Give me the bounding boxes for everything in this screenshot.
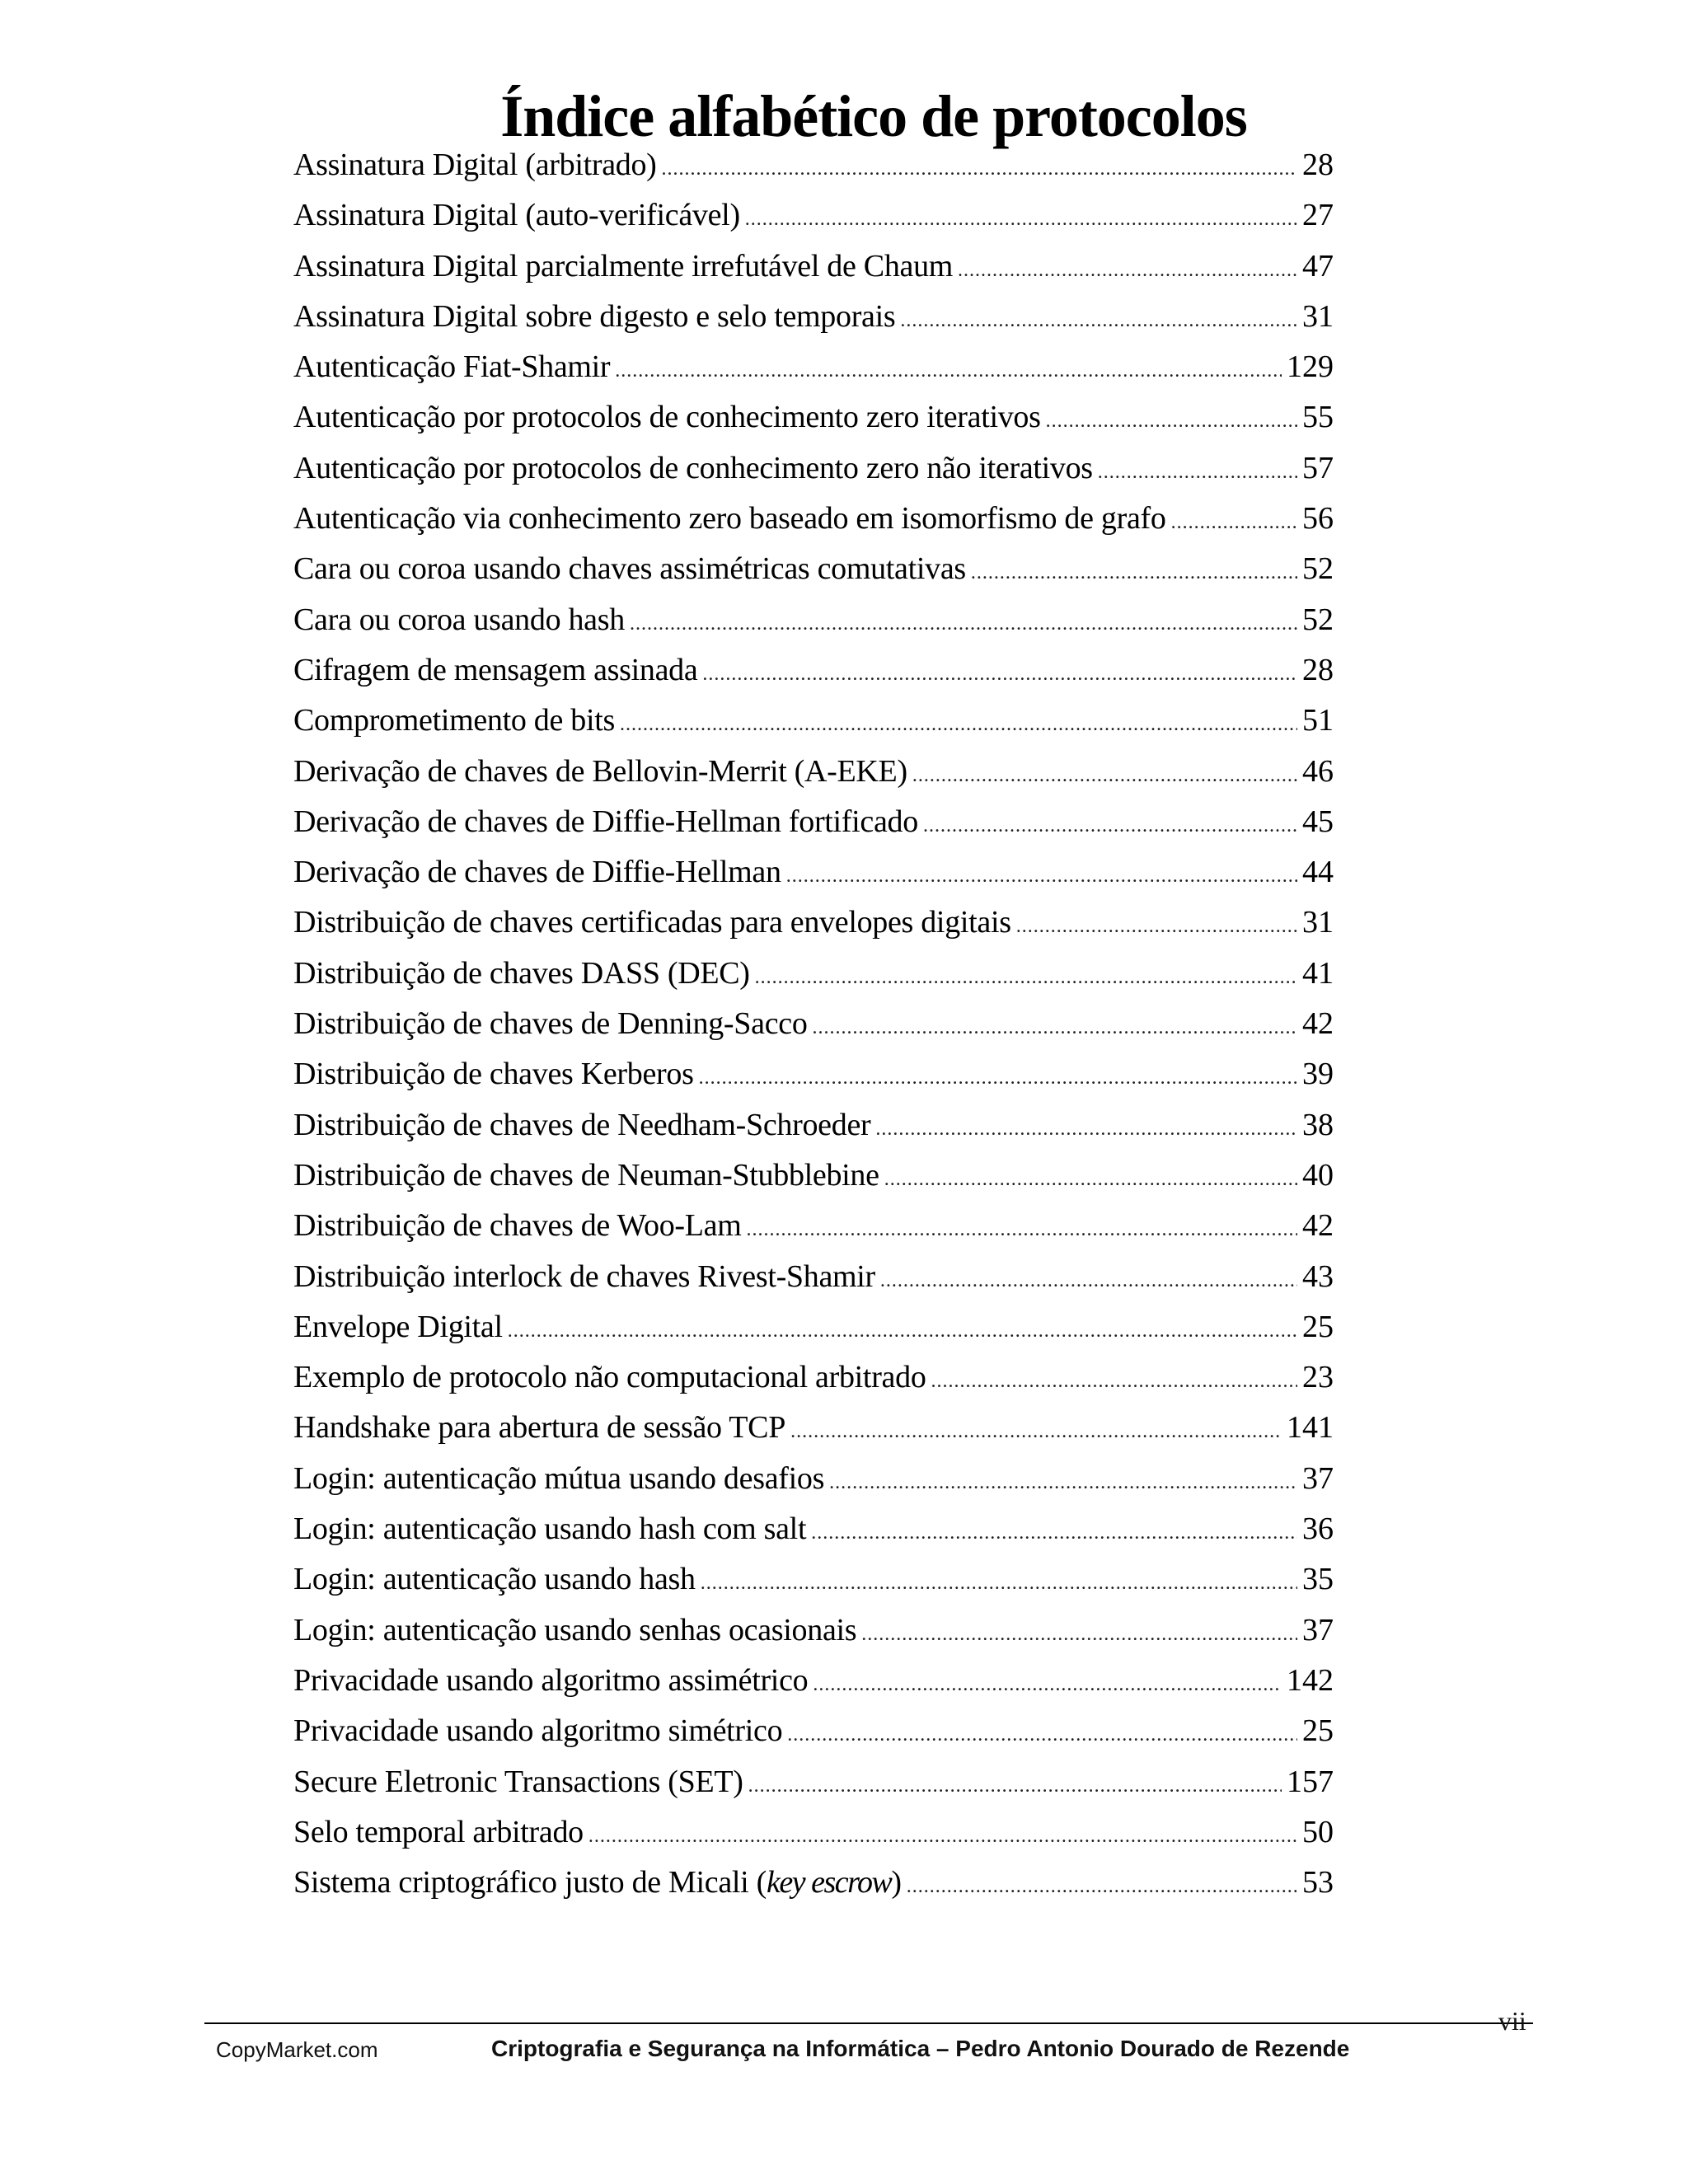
toc-entry [293, 292, 1334, 342]
dot-leader [971, 548, 1297, 598]
toc-entry-label: Distribuição de chaves Kerberos [293, 1057, 694, 1092]
toc-entry-label: Selo temporal arbitrado [293, 1814, 584, 1849]
dot-leader [813, 1003, 1297, 1053]
toc-entry [293, 1049, 1334, 1099]
toc-entry-page: 28 [1302, 148, 1334, 182]
toc-entry [293, 342, 1334, 392]
toc-entry-page: 56 [1302, 501, 1334, 537]
dot-leader [755, 953, 1297, 1003]
toc-entry-label: Derivação de chaves de Diffie-Hellman fortificado [293, 804, 918, 839]
toc-entry-label [293, 1858, 902, 1908]
toc-entry-label: Distribuição de chaves certificadas para envelopes digitais [293, 905, 1011, 940]
dot-leader [931, 1357, 1297, 1407]
toc-entry-page: 37 [1302, 1612, 1334, 1647]
toc-entry [293, 241, 1334, 292]
dot-leader [880, 1256, 1297, 1306]
toc-entry [293, 1201, 1334, 1251]
toc-entry-page: 45 [1302, 804, 1334, 839]
toc-entry-label: Envelope Digital [293, 1309, 503, 1344]
dot-leader [748, 1761, 1282, 1811]
toc-entry [293, 1100, 1334, 1151]
toc-entry-label: Autenticação via conhecimento zero baseado em isomorfismo de grafo [293, 501, 1166, 537]
toc-entry-label: Derivação de chaves de Bellovin-Merrit (A-EKE) [293, 753, 907, 789]
toc-entry [293, 847, 1334, 898]
toc-entry [293, 1858, 1334, 1908]
toc-entry [293, 1807, 1334, 1858]
toc-entry-label: Autenticação por protocolos de conhecimento zero não iterativos [293, 450, 1093, 485]
toc-entry [293, 1504, 1334, 1554]
toc-entry-label: Assinatura Digital parcialmente irrefutável de Chaum [293, 248, 954, 284]
toc-entry [293, 696, 1334, 746]
toc-entry-label-prefix: Sistema criptográfico justo de Micali ( [293, 1865, 767, 1900]
dot-leader [811, 1508, 1297, 1558]
toc-entry [293, 1252, 1334, 1302]
toc-entry-label: Distribuição de chaves de Woo-Lam [293, 1208, 742, 1244]
toc-entry-page: 53 [1302, 1865, 1334, 1900]
dot-leader [787, 1710, 1297, 1760]
toc-entry-page: 31 [1302, 905, 1334, 940]
dot-leader [662, 144, 1297, 194]
toc-entry-label: Handshake para abertura de sessão TCP [293, 1410, 786, 1446]
toc-entry-label: Distribuição de chaves de Neuman-Stubblebine [293, 1157, 879, 1193]
toc-entry [293, 190, 1334, 241]
toc-entry-label: Login: autenticação mútua usando desafios [293, 1460, 825, 1496]
toc-entry [293, 1757, 1334, 1807]
toc-entry-label: Distribuição de chaves de Denning-Sacco [293, 1006, 808, 1042]
toc-entry [293, 1302, 1334, 1352]
toc-entry-page: 52 [1302, 551, 1334, 587]
toc-entry-page: 36 [1302, 1511, 1334, 1547]
dot-leader [884, 1155, 1297, 1205]
toc-entry-label: Assinatura Digital (auto-verificável) [293, 198, 740, 233]
toc-entry-page: 40 [1302, 1157, 1334, 1193]
toc-entry-label: Login: autenticação usando hash com salt [293, 1511, 807, 1547]
toc-entry-page: 23 [1302, 1360, 1334, 1395]
dot-leader [861, 1610, 1297, 1660]
dot-leader [1016, 902, 1297, 952]
toc-entry-page: 42 [1302, 1006, 1334, 1042]
toc-entry [293, 1352, 1334, 1403]
toc-entry-label: Cara ou coroa usando hash [293, 602, 625, 637]
toc-entry-label: Distribuição de chaves de Needham-Schroeder [293, 1107, 871, 1142]
dot-leader [900, 296, 1297, 346]
toc-entry [293, 1403, 1334, 1453]
toc-entry-label: Exemplo de protocolo não computacional arbitrado [293, 1360, 926, 1395]
dot-leader [786, 851, 1297, 902]
toc-entry-page: 39 [1302, 1057, 1334, 1092]
toc-entry [293, 443, 1334, 494]
toc-entry-page: 25 [1302, 1713, 1334, 1749]
dot-leader [620, 700, 1297, 750]
dot-leader [699, 1053, 1297, 1104]
toc-entry-label: Privacidade usando algoritmo simétrico [293, 1713, 783, 1749]
toc-entry-page: 35 [1302, 1562, 1334, 1597]
toc-entry [293, 392, 1334, 443]
toc-entry [293, 645, 1334, 696]
toc-entry-label: Login: autenticação usando hash [293, 1562, 696, 1597]
dot-leader [745, 194, 1297, 245]
toc-entry [293, 140, 1334, 190]
toc-entry-page: 37 [1302, 1460, 1334, 1496]
footer-page-number: vii [1498, 2006, 1526, 2036]
dot-leader [829, 1458, 1297, 1508]
dot-leader [747, 1205, 1298, 1255]
toc-entry-label: Comprometimento de bits [293, 703, 615, 738]
footer-book-title: Criptografia e Segurança na Informática – Pedro Antonio Dourado de Rezende [491, 2036, 1350, 2061]
toc-entry [293, 898, 1334, 948]
toc-entry-label: Cifragem de mensagem assinada [293, 652, 698, 687]
dot-leader [813, 1660, 1282, 1710]
toc-entry-label: Autenticação Fiat-Shamir [293, 349, 611, 385]
toc-entry-page: 57 [1302, 450, 1334, 485]
toc-entry-page: 28 [1302, 652, 1334, 687]
toc-entry-page: 52 [1302, 602, 1334, 637]
dot-leader [958, 246, 1297, 296]
toc-entry-label: Cara ou coroa usando chaves assimétricas comutativas [293, 551, 966, 587]
toc-entry-page: 31 [1302, 298, 1334, 334]
toc-entry-page: 27 [1302, 198, 1334, 233]
toc-entry-label: Privacidade usando algoritmo assimétrico [293, 1662, 809, 1698]
toc-entry-page: 50 [1302, 1814, 1334, 1849]
dot-leader [508, 1306, 1297, 1357]
toc-entry-page: 42 [1302, 1208, 1334, 1244]
toc-entry [293, 1151, 1334, 1201]
toc-entry-page: 129 [1287, 349, 1334, 385]
toc-entry-page: 51 [1302, 703, 1334, 738]
dot-leader [630, 599, 1297, 649]
dot-leader [923, 801, 1297, 851]
toc-entry-page: 47 [1302, 248, 1334, 284]
toc-entry [293, 1656, 1334, 1706]
toc-entry-page: 25 [1302, 1309, 1334, 1344]
toc-entry-label: Assinatura Digital sobre digesto e selo temporais [293, 298, 896, 334]
dot-leader [1046, 396, 1297, 447]
page-title: Índice alfabético de protocolos [500, 83, 1247, 150]
toc-entry-page: 44 [1302, 855, 1334, 890]
toc-entry-label-emphasis: key escrow [766, 1865, 892, 1900]
dot-leader [1098, 448, 1297, 498]
toc-entry-label-suffix: ) [891, 1865, 902, 1900]
toc-entry [293, 1454, 1334, 1504]
toc-entry [293, 544, 1334, 594]
toc-entry [293, 949, 1334, 999]
toc-entry [293, 1706, 1334, 1756]
footer-rule [204, 2022, 1533, 2024]
toc-entry [293, 797, 1334, 847]
toc-entry-page: 141 [1287, 1410, 1334, 1446]
toc-entry-page: 142 [1287, 1662, 1334, 1698]
dot-leader [701, 1558, 1297, 1609]
toc-entry-label: Autenticação por protocolos de conhecimento zero iterativos [293, 400, 1041, 435]
dot-leader [588, 1811, 1297, 1862]
dot-leader [912, 751, 1297, 801]
toc-entry [293, 595, 1334, 645]
protocol-index-list [293, 140, 1334, 1908]
toc-entry-label: Login: autenticação usando senhas ocasionais [293, 1612, 857, 1647]
toc-entry-page: 38 [1302, 1107, 1334, 1142]
toc-entry-label: Derivação de chaves de Diffie-Hellman [293, 855, 781, 890]
toc-entry-label: Distribuição de chaves DASS (DEC) [293, 955, 750, 991]
toc-entry-label: Assinatura Digital (arbitrado) [293, 148, 657, 182]
toc-entry-page: 41 [1302, 955, 1334, 991]
toc-entry-page: 157 [1287, 1764, 1334, 1799]
toc-entry-page: 46 [1302, 753, 1334, 789]
toc-entry [293, 999, 1334, 1049]
dot-leader [1171, 498, 1297, 548]
toc-entry [293, 1554, 1334, 1605]
toc-entry-page: 55 [1302, 400, 1334, 435]
dot-leader [615, 346, 1282, 396]
dot-leader [875, 1104, 1297, 1155]
dot-leader [790, 1407, 1282, 1457]
dot-leader [907, 1862, 1297, 1912]
toc-entry [293, 494, 1334, 544]
toc-entry-page: 43 [1302, 1258, 1334, 1294]
toc-entry-label: Secure Eletronic Transactions (SET) [293, 1764, 743, 1799]
toc-entry [293, 747, 1334, 797]
toc-entry [293, 1605, 1334, 1656]
dot-leader [702, 649, 1297, 700]
toc-entry-label: Distribuição interlock de chaves Rivest-Shamir [293, 1258, 875, 1294]
footer-site: CopyMarket.com [216, 2037, 378, 2062]
